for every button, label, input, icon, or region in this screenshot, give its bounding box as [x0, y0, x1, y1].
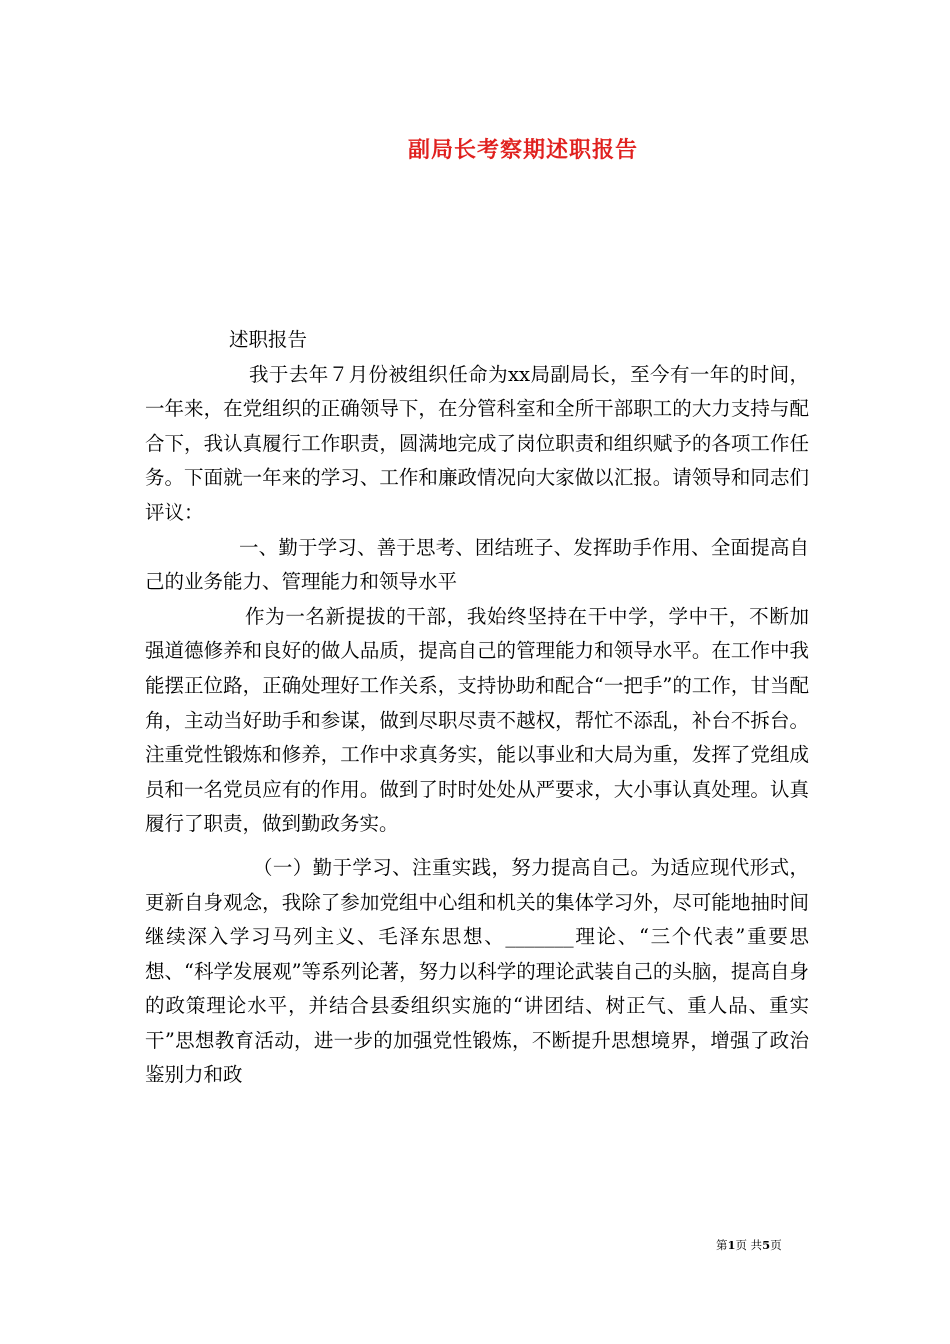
paragraph-intro: 我于去年７月份被组织任命为xx局副局长，至今有一年的时间，一年来，在党组织的正确领导下，在分管科室和全所干部职工的大力支持与配合下，我认真履行工作职责，圆满地完成了岗位职责和组织赋予的各项工作任务。下面就一年来的学习、工作和廉政情况向大家做以汇报。请领导和同志们评议： [145, 362, 809, 524]
section-heading-one: 一、勤于学习、善于思考、团结班子、发挥助手作用、全面提高自己的业务能力、管理能力和领导水平 [145, 535, 809, 594]
footer-prefix: 第 [716, 1238, 728, 1252]
paragraph-role: 作为一名新提拔的干部，我始终坚持在干中学，学中干，不断加强道德修养和良好的做人品质，提高自己的管理能力和领导水平。在工作中我能摆正位路，正确处理好工作关系，支持协助和配合“一把手”的工作，甘当配角，主动当好助手和参谋，做到尽职尽责不越权，帮忙不添乱，补台不拆台。注重党性锻炼和修养，工作中求真务实，能以事业和大局为重，发挥了党组成员和一名党员应有的作用。做到了时时处处从严要求，大小事认真处理。认真履行了职责，做到勤政务实。 [145, 604, 809, 836]
footer-total-pages: 5 [762, 1238, 771, 1252]
footer-suffix: 页 [770, 1238, 782, 1252]
paragraph-study: （一）勤于学习、注重实践，努力提高自己。为适应现代形式，更新自身观念，我除了参加党组中心组和机关的集体学习外，尽可能地抽时间继续深入学习马列主义、毛泽东思想、_______理论、“三个代表”重要思想、“科学发展观”等系列论著，努力以科学的理论武装自己的头脑，提高自身的政策理论水平，并结合县委组织实施的“讲团结、树正气、重人品、重实干”思想教育活动，进一步的加强党性锻炼，不断提升思想境界，增强了政治鉴别力和政 [145, 855, 809, 1087]
footer-current-page: 1 [727, 1238, 736, 1252]
report-subheading: 述职报告 [229, 328, 308, 351]
document-title: 副局长考察期述职报告 [407, 137, 638, 163]
footer-middle: 页 共 [735, 1238, 763, 1252]
document-body [145, 323, 809, 1093]
page-number-footer [716, 1237, 856, 1253]
